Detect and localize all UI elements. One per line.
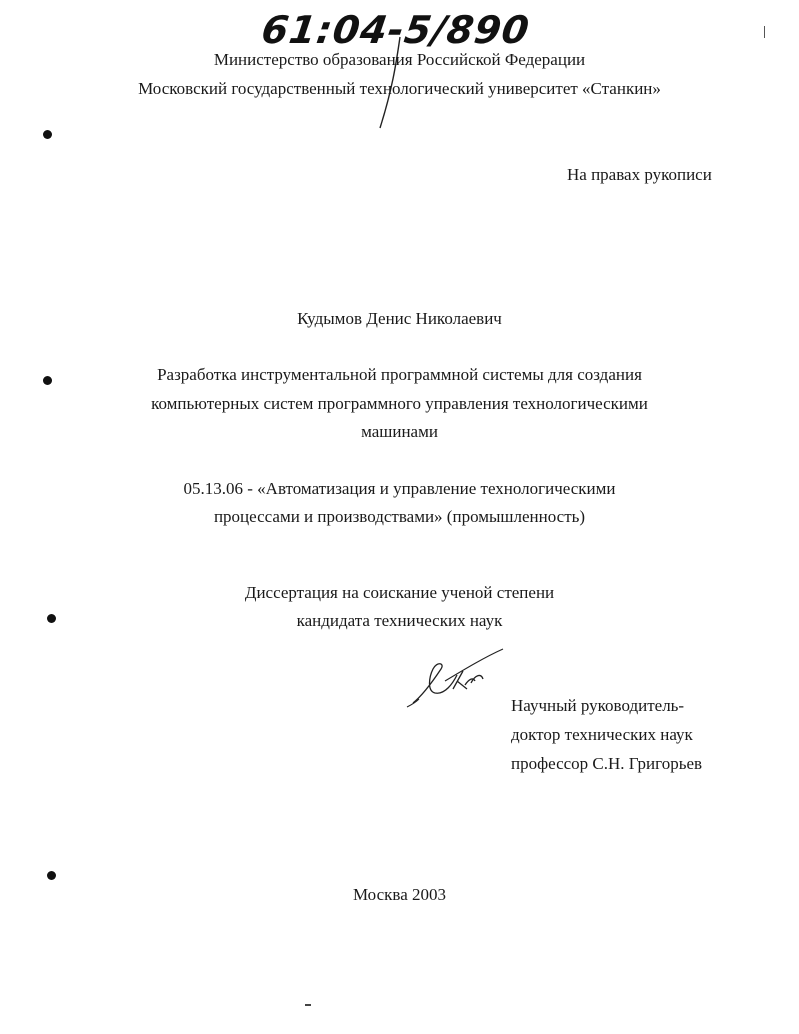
binding-hole-dot [47,871,56,880]
manuscript-note: На правах рукописи [567,165,712,184]
thesis-title-line-1: Разработка инструментальной программной системы для создания [157,365,642,384]
specialty-line-2: процессами и производствами» (промышленность) [213,507,586,526]
supervisor-line-2: доктор технических наук [511,725,693,744]
scan-edge-mark [764,26,765,38]
handwritten-catalog-number: 61:04-5/890 [258,8,533,52]
degree-line-1: Диссертация на соискание ученой степени [244,583,555,602]
thesis-title-line-2: компьютерных систем программного управления технологическими [151,394,648,413]
supervisor-line-3: профессор С.Н. Григорьев [511,754,703,773]
ministry-line: Министерство образования Российской Федерации [213,50,586,69]
thesis-title-line-3: машинами [361,422,438,441]
specialty-line-1: 05.13.06 - «Автоматизация и управление технологическими [183,479,616,498]
scan-speck [305,1004,311,1006]
author-name: Кудымов Денис Николаевич [297,309,502,328]
supervisor-line-1: Научный руководитель- [511,696,685,715]
degree-line-2: кандидата технических наук [296,611,503,630]
binding-hole-dot [43,130,52,139]
city-year: Москва 2003 [352,885,447,904]
author-signature [405,645,515,715]
university-line: Московский государственный технологический университет «Станкин» [138,79,661,98]
